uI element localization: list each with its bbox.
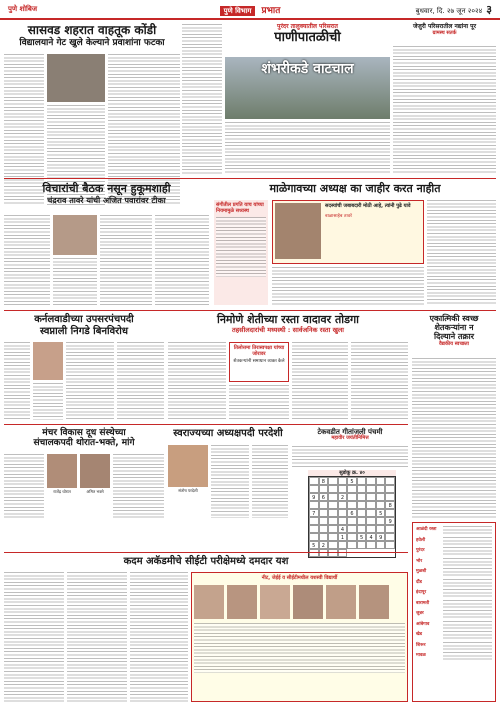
sudoku-cell [347,493,357,501]
saswad-subheadline: विद्यालयाने गेट खुले केल्याने प्रवाशांना फटका [19,37,165,48]
jagruti-headline: टेकवडीत गीतांजली पंचमी [317,428,383,436]
sudoku-cell [328,525,338,533]
sudoku-cell [385,533,395,541]
saswad-photo [47,54,105,102]
malegaon-box-text: सदस्यांची जबाबदारी मोठी आहे, त्यांनी पुढे यावे [325,203,411,209]
sudoku-cell [366,493,376,501]
sudoku-cell [366,517,376,525]
sudoku-cell [366,477,376,485]
sudoku-cell [347,517,357,525]
malegaon-quote-author: बाळासाहेब तावरे [325,213,352,219]
listing-label: दौंड [416,579,422,585]
sudoku-cell: 9 [309,493,319,501]
sudoku-cell [347,533,357,541]
sudoku-cell [319,517,329,525]
saswad-article [4,24,180,48]
rain-kicker: पुरंदर तालुक्यातील परिसरात [277,23,338,30]
sudoku-cell [319,485,329,493]
student-photo [293,585,323,619]
listing-label: पुरंदर [416,548,425,553]
listing-label: जुन्नर [416,611,424,616]
side-title: जेजुरी परिसरातील नद्यांना पूर [412,23,477,30]
malegaon-article [214,183,496,196]
sudoku-cell [328,477,338,485]
sudoku-cell [319,533,329,541]
sudoku-cell [338,485,348,493]
listing-row [416,642,492,651]
ekatmik-article [412,314,496,347]
listing-label: बारामती [416,600,430,606]
listing-row [416,579,492,588]
sudoku-cell: 5 [376,509,386,517]
sudoku-cell [357,517,367,525]
ekatmik-headline-2: शेतकऱ्यांना न [434,323,474,333]
page-number: ३ [486,2,492,16]
sudoku-cell [328,485,338,493]
sudoku-cell: 5 [357,533,367,541]
jagruti-sub: महावीर जयंतीनिमित्त [331,435,369,442]
side-sub: ग्रामस्थ सतर्क [432,29,457,36]
road-headline: निमोणे शेतीच्या रस्ता वादावर तोडगा [216,313,360,326]
sudoku-cell [376,493,386,501]
listing-row [416,547,492,556]
sudoku-cell: 8 [319,477,329,485]
listing-row [416,610,492,619]
sudoku-cell [319,509,329,517]
listing-label: इंदापूर [416,590,427,595]
manchar-headline-1: मंचर विकास दूध संस्थेच्या [42,428,126,438]
listing-row [416,558,492,567]
sudoku-cell [385,493,395,501]
sudoku-cell [366,541,376,549]
sudoku-cell [385,541,395,549]
sudoku-cell [385,525,395,533]
farmers-headline: विचारांची बैठक नसून हुकूमशाही [42,182,171,195]
sudoku-cell [366,525,376,533]
rain-headline-overlay: शंभरीकडे वाटचाल [261,61,354,77]
listing-row [416,631,492,640]
sudoku-cell: 9 [376,533,386,541]
sudoku-cell [376,477,386,485]
sudoku-cell: 6 [347,509,357,517]
student-photo [260,585,290,619]
sudoku-cell [328,533,338,541]
ekatmik-headline-1: एकात्मिकी स्वच्छ [429,314,479,323]
sudoku-cell [319,525,329,533]
sudoku-cell: 5 [347,477,357,485]
listing-label: मुळशी [416,569,427,574]
listing-label: भोर [416,558,423,564]
sudoku-cell [319,501,329,509]
sudoku-cell [357,485,367,493]
sudoku-cell [357,525,367,533]
sudoku-cell [385,509,395,517]
swarajya-article [168,428,288,440]
manchar-photo-2 [80,454,110,488]
sudoku-cell: 8 [385,501,395,509]
manchar-article [4,428,164,449]
issue-date: बुधवार, दि. २७ जून २०२४ [415,6,483,15]
side-article [393,24,496,37]
farmers-photo [53,215,97,255]
listing-row [416,600,492,609]
sudoku-cell [328,541,338,549]
road-sub: तहसीलदारांची मध्यस्थी : सार्वजनिक रस्ता खुला [232,325,344,334]
karnalwadi-photo [33,342,63,380]
listing-label: शिरूर [416,642,426,648]
page-header [0,0,500,20]
sudoku-cell [366,485,376,493]
malegaon-box-title: संगीतील प्रगति याच यांच्या नियमामुळे सध्यस्थ [216,202,264,214]
sudoku-cell: 1 [338,533,348,541]
sudoku-cell [385,485,395,493]
sudoku-cell [376,485,386,493]
manchar-headline-2: संचालकपदी थोरात-भक्ते, मांगे [33,438,135,449]
sudoku-cell [309,485,319,493]
sudoku-cell [309,533,319,541]
listing-label: खेड [416,632,423,637]
sudoku-cell [328,517,338,525]
jagruti-article [292,428,408,442]
ekatmik-headline-3: दिल्याने तक्रार [434,332,474,342]
sudoku-title: सुडोकू क्र. ४० [308,470,396,476]
student-photo [194,585,224,619]
student-photo [359,585,389,619]
swarajya-photo [168,445,208,487]
student-photo [227,585,257,619]
malegaon-callout [272,200,424,264]
brand-logo: प्रभात [261,5,281,16]
swarajya-headline: स्वराज्यच्या अध्यक्षपदी परदेशी [173,428,283,439]
sudoku-cell [357,541,367,549]
road-box-text: शेतकऱ्यांनी समाधान व्यक्त केले [233,359,285,364]
sudoku-cell [357,501,367,509]
sudoku-cell [338,541,348,549]
ekatmik-sub: वैद्यकीय स्वच्छता [439,340,469,347]
sudoku-cell [328,493,338,501]
sudoku-cell [309,517,319,525]
sudoku-cell [338,501,348,509]
listing-label: हवेली [416,537,426,543]
sudoku-cell [357,509,367,517]
road-article [168,314,408,334]
sudoku-cell: 4 [338,525,348,533]
karnalwadi-headline: कर्नलवाडीच्या उपसरपंचपदी [34,314,134,325]
sudoku-cell [347,501,357,509]
rain-photo [225,57,390,119]
farmers-article [4,183,209,205]
section-label: पुणे शोबिज [8,4,38,13]
sudoku-cell [309,501,319,509]
rain-article [225,24,390,46]
karnalwadi-article [4,314,164,337]
sudoku-cell [357,477,367,485]
kadam-ad-box [191,572,408,702]
listing-label: आंबेगाव [416,621,430,627]
kadam-article [4,556,408,568]
sudoku-cell [366,501,376,509]
listing-label: आळंदी रस्ता [416,527,437,532]
sudoku-cell [309,477,319,485]
sudoku-cell [385,477,395,485]
sudoku-puzzle [308,470,396,558]
listing-row [416,621,492,630]
swarajya-caption: संतोष परदेशी [178,488,198,493]
sudoku-cell: 7 [309,509,319,517]
sudoku-cell [328,501,338,509]
sudoku-cell [309,525,319,533]
sudoku-cell: 4 [366,533,376,541]
sudoku-cell [328,509,338,517]
sudoku-cell [376,525,386,533]
sudoku-cell: 9 [385,517,395,525]
sudoku-grid [308,476,396,558]
sudoku-cell [376,517,386,525]
manchar-caption-2: अमित भक्ते [86,489,104,494]
listing-row [416,589,492,598]
listing-row [416,568,492,577]
manchar-photo-1 [47,454,77,488]
taluka-listing [412,522,496,702]
sudoku-cell [357,493,367,501]
sudoku-cell [376,501,386,509]
sudoku-cell [338,517,348,525]
sudoku-cell [366,509,376,517]
road-box-title: तिलोत्तमा तिरास्वपक्षा यांच्या जोरावर [233,345,285,357]
manchar-caption-1: राजेंद्र थोरात [53,489,71,494]
sudoku-cell: 2 [338,493,348,501]
sudoku-cell: 5 [309,541,319,549]
sudoku-cell [338,509,348,517]
saswad-headline: सासवड शहरात वाहतूक कोंडी [27,23,157,37]
karnalwadi-sub: स्वप्नाली निगडे बिनविरोध [39,325,128,337]
student-photo [326,585,356,619]
road-box [229,342,289,382]
malegaon-headline: माळेगावच्या अध्यक्ष का जाहीर करत नाहीत [269,182,441,195]
farmers-sub: चंद्रराव तावरे यांची अजित पवारांवर टीका [47,195,166,205]
malegaon-box [214,200,268,305]
edition-badge: पुणे विभाग [220,6,256,16]
rain-headline: पाणीपातळीची [274,29,341,45]
sudoku-cell [347,541,357,549]
listing-row [416,526,492,535]
malegaon-photo [275,203,321,259]
listing-row [416,652,492,661]
sudoku-cell: 6 [319,493,329,501]
sudoku-cell [338,477,348,485]
kadam-sub: नीट, जेईई व सीईटीमधील यशस्वी विद्यार्थी [261,575,338,581]
kadam-headline: कदम अकॅडमीचे सीईटी परीक्षेमध्ये दमदार यश [123,556,289,567]
sudoku-cell: 2 [319,541,329,549]
sudoku-cell [347,525,357,533]
listing-label: मावळ [416,653,426,658]
sudoku-cell [347,485,357,493]
listing-row [416,537,492,546]
sudoku-cell [376,541,386,549]
